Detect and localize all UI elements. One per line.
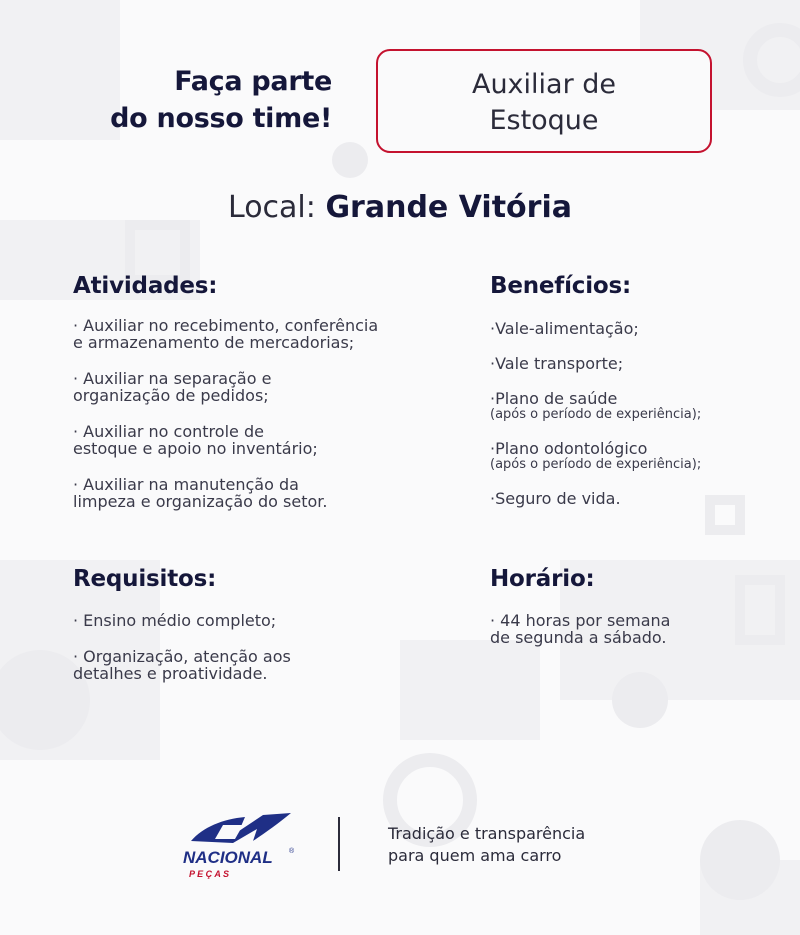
item-line: organização de pedidos; — [73, 386, 269, 405]
item-line: · Auxiliar no controle de — [73, 422, 264, 441]
hero-headline — [82, 63, 332, 137]
logo-brand-name: NACIONAL — [183, 848, 273, 867]
nacional-pecas-logo — [183, 813, 299, 883]
list-item — [73, 648, 373, 682]
tagline-line-1: Tradição e transparência — [388, 824, 586, 843]
requirements-title: Requisitos: — [73, 566, 217, 592]
tagline-line-2: para quem ama carro — [388, 846, 562, 865]
job-title-line-2: Estoque — [489, 105, 599, 136]
list-item — [73, 317, 453, 351]
list-item — [490, 612, 770, 646]
headline-line-2: do nosso time! — [110, 103, 332, 134]
logo-n-mark-icon — [191, 813, 291, 843]
item-line: estoque e apoio no inventário; — [73, 439, 318, 458]
list-item — [490, 490, 790, 507]
item-line: limpeza e organização do setor. — [73, 492, 328, 511]
item-line: e armazenamento de mercadorias; — [73, 333, 355, 352]
item-line: · Auxiliar na separação e — [73, 369, 272, 388]
item-line: · Auxiliar no recebimento, conferência — [73, 316, 379, 335]
job-title-box — [376, 49, 712, 153]
registered-mark: ® — [289, 848, 295, 855]
schedule-list — [490, 612, 770, 665]
footer-divider — [338, 817, 340, 871]
location-value: Grande Vitória — [325, 190, 572, 225]
item-line: ·Vale-alimentação; — [490, 319, 639, 338]
job-title-line-1: Auxiliar de — [471, 69, 617, 100]
item-line: de segunda a sábado. — [490, 628, 667, 647]
requirements-list — [73, 612, 373, 701]
activities-title: Atividades: — [73, 273, 218, 299]
list-item — [490, 440, 790, 472]
list-item — [73, 370, 453, 404]
logo-brand-sub: P E Ç A S — [189, 869, 230, 879]
list-item — [490, 320, 790, 337]
benefits-title: Benefícios: — [490, 273, 631, 299]
list-item — [73, 476, 453, 510]
item-line: · Organização, atenção aos — [73, 647, 291, 666]
item-line: detalhes e proatividade. — [73, 664, 268, 683]
list-item — [73, 612, 373, 629]
location-line — [0, 190, 800, 225]
location-label: Local: — [228, 190, 316, 225]
item-line: · 44 horas por semana — [490, 611, 671, 630]
activities-list — [73, 317, 453, 529]
item-note: (após o período de experiência); — [490, 457, 702, 472]
list-item — [73, 423, 453, 457]
list-item — [490, 355, 790, 372]
benefits-list — [490, 320, 790, 522]
item-line: · Ensino médio completo; — [73, 611, 277, 630]
item-line: · Auxiliar na manutenção da — [73, 475, 299, 494]
schedule-title: Horário: — [490, 566, 595, 592]
headline-line-1: Faça parte — [174, 66, 332, 97]
footer-tagline — [388, 823, 585, 867]
item-line: ·Vale transporte; — [490, 354, 624, 373]
item-line: ·Plano odontológico — [490, 439, 648, 458]
list-item — [490, 390, 790, 422]
item-line: ·Seguro de vida. — [490, 489, 621, 508]
item-line: ·Plano de saúde — [490, 389, 618, 408]
item-note: (após o período de experiência); — [490, 407, 702, 422]
